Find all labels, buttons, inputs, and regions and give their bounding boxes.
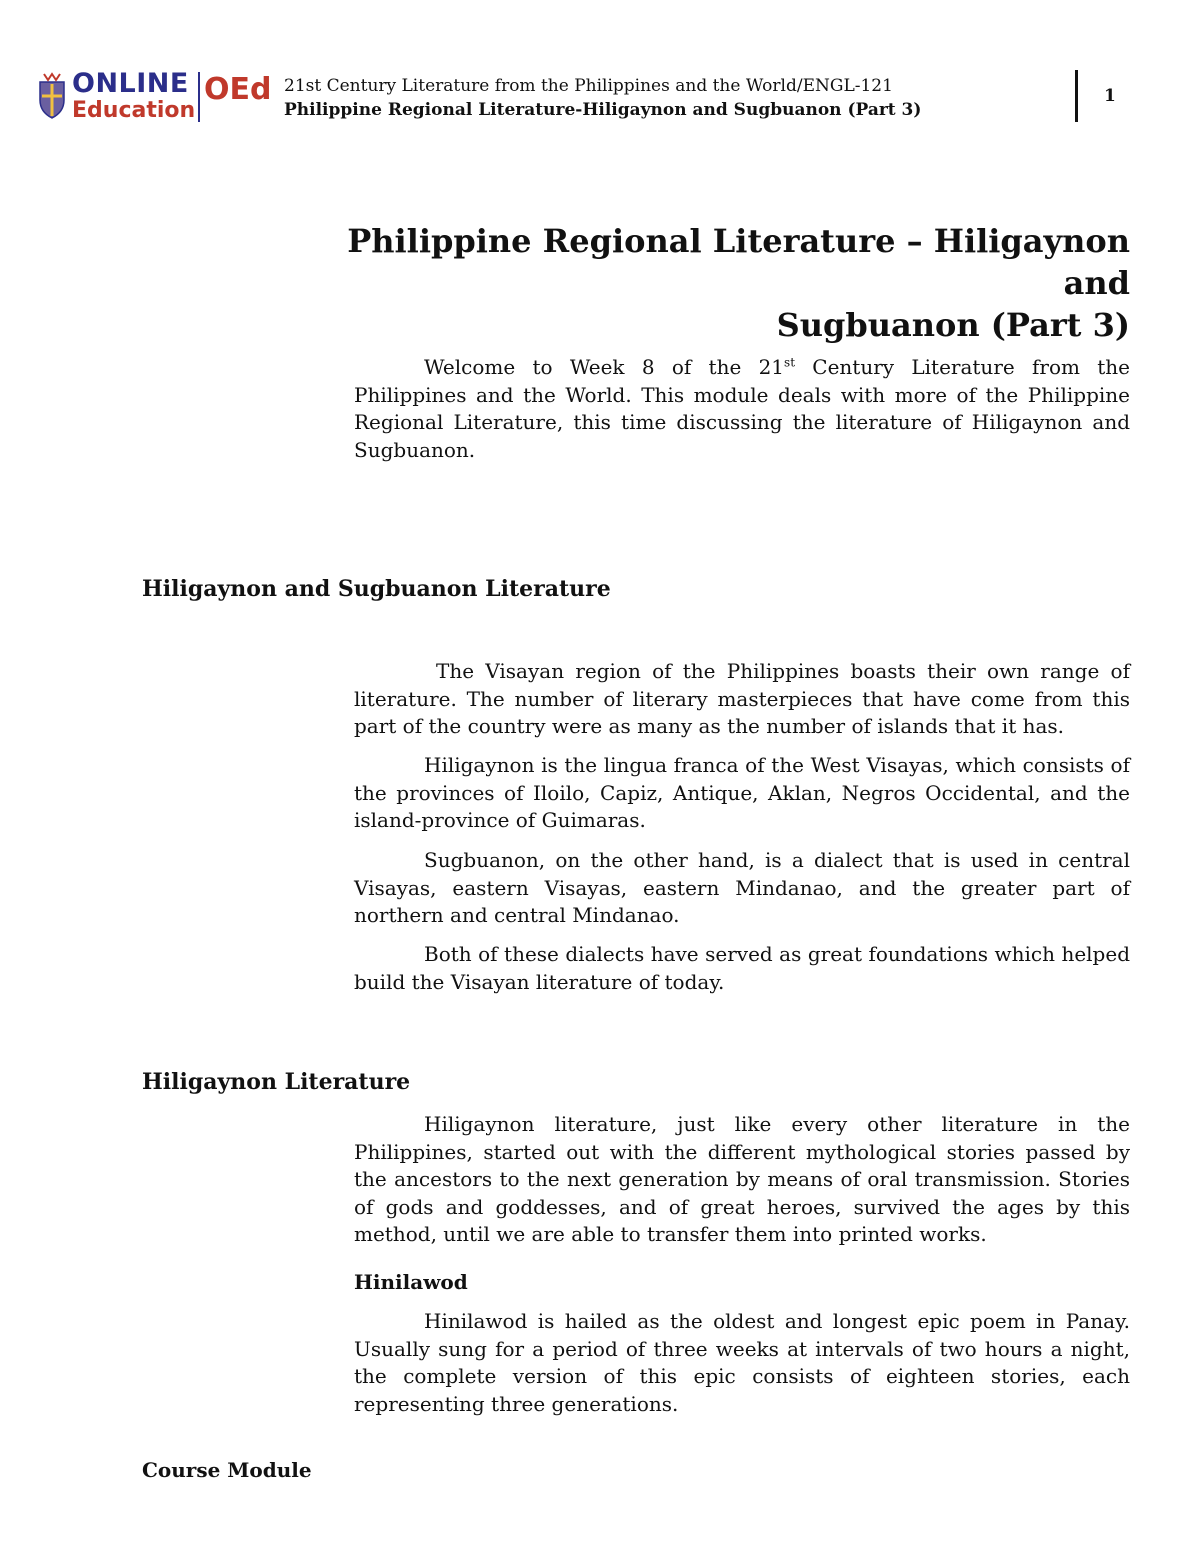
- subheading-hinilawod: Hinilawod: [354, 1270, 468, 1294]
- logo-oed-text: OEd: [204, 72, 272, 107]
- page-title: [300, 220, 1130, 346]
- page-title-line2: Sugbuanon (Part 3): [776, 306, 1130, 344]
- course-title: 21st Century Literature from the Philippines and the World/ENGL-121: [284, 76, 893, 96]
- paragraph-hinilawod: Hinilawod is hailed as the oldest and longest epic poem in Panay. Usually sung for a period of three weeks at intervals of two hours a night, the complete version of this epic consists of eighteen stories, each representing three generations.: [354, 1309, 1130, 1416]
- online-education-logo: [36, 68, 276, 128]
- page-title-line1: Philippine Regional Literature – Hiligaynon and: [347, 222, 1130, 302]
- paragraph-hiligaynon-literature: Hiligaynon literature, just like every other literature in the Philippines, started out with the different mythological stories passed by the ancestors to the next generation by means of oral transmission. Stories of gods and goddesses, and of great heroes, survived the ages by this method, until we are able to transfer them into printed works.: [354, 1112, 1130, 1246]
- intro-superscript: st: [784, 355, 796, 370]
- section-heading-hiligaynon-sugbuanon: Hiligaynon and Sugbuanon Literature: [142, 576, 611, 602]
- intro-text-2: Century Literature from the Philippines and the World. This module deals with more of the Philippine Regional Literature, this time discussing the literature of Hiligaynon and Sugbuanon.: [354, 355, 1130, 462]
- page-header: [0, 0, 1200, 140]
- paragraph-hiligaynon-lingua-franca: Hiligaynon is the lingua franca of the West Visayas, which consists of the provinces of Iloilo, Capiz, Antique, Aklan, Negros Occidental, and the island-province of Guimaras.: [354, 753, 1130, 832]
- intro-text-1: Welcome to Week 8 of the 21: [424, 355, 785, 379]
- header-divider: [1075, 70, 1078, 122]
- header-course-info: [284, 74, 921, 122]
- footer-course-module: Course Module: [142, 1458, 312, 1482]
- shield-icon: [36, 72, 68, 120]
- module-title: Philippine Regional Literature-Hiligaynon and Sugbuanon (Part 3): [284, 100, 922, 120]
- paragraph-dialect-foundations: Both of these dialects have served as great foundations which helped build the Visayan literature of today.: [354, 942, 1130, 994]
- logo-education-text: Education: [72, 98, 196, 123]
- page-number: 1: [1104, 86, 1116, 106]
- paragraph-sugbuanon-dialect: Sugbuanon, on the other hand, is a dialect that is used in central Visayas, eastern Visayas, eastern Mindanao, and the greater part of northern and central Mindanao.: [354, 848, 1130, 927]
- logo-divider: [198, 72, 200, 122]
- section-heading-hiligaynon: Hiligaynon Literature: [142, 1069, 411, 1095]
- intro-paragraph: [354, 354, 1130, 464]
- logo-online-text: ONLINE: [72, 68, 189, 99]
- paragraph-visayan-region: The Visayan region of the Philippines boasts their own range of literature. The number of literary masterpieces that have come from this part of the country were as many as the number of islands that it has.: [354, 659, 1130, 738]
